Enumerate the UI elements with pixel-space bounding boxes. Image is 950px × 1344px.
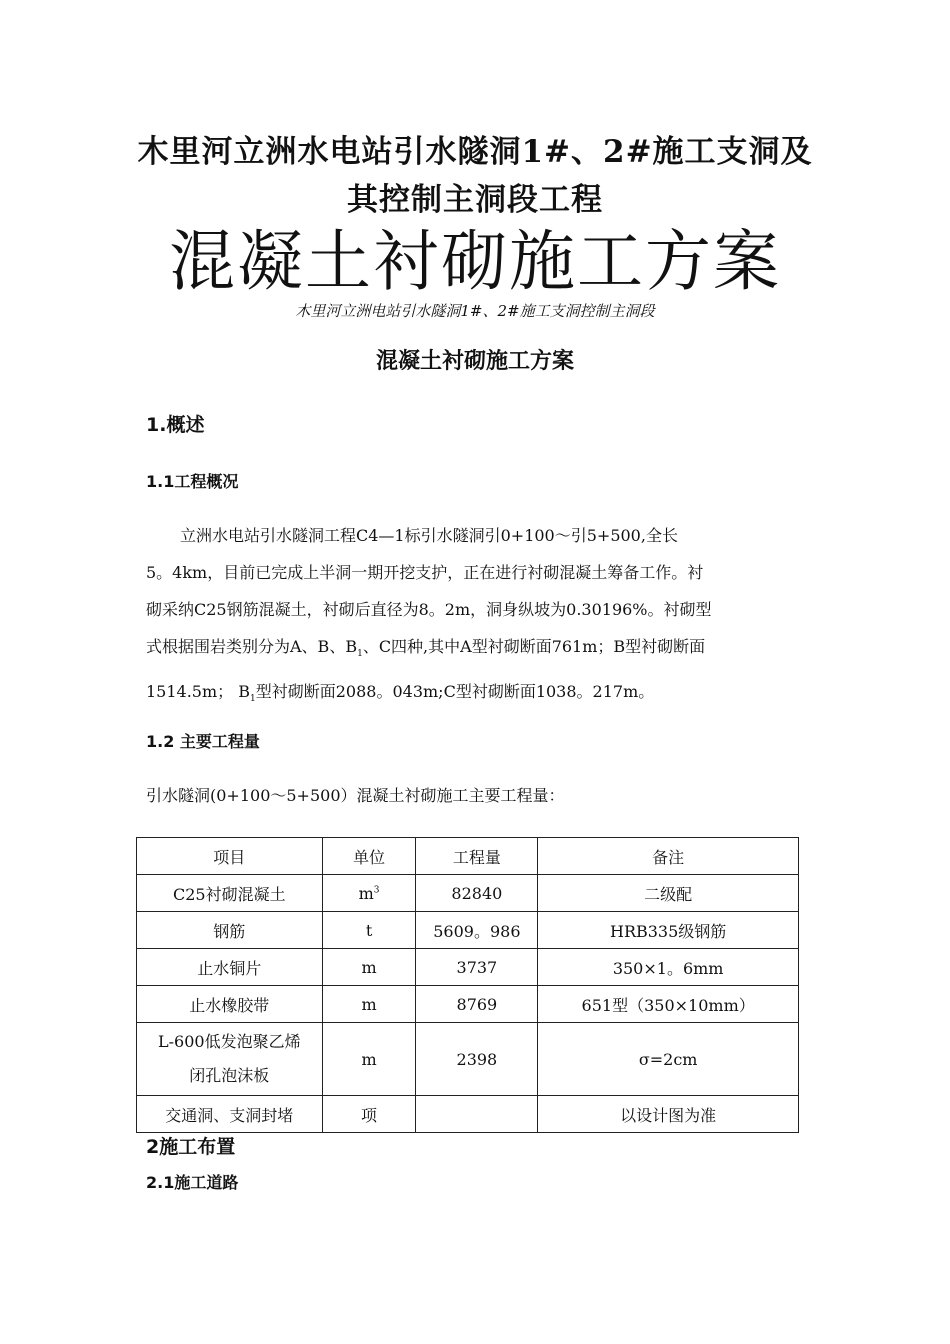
table-cell: 二级配 [538, 875, 799, 912]
cell-line: L-600低发泡聚乙烯 [158, 1032, 301, 1051]
table-cell: 8769 [416, 986, 538, 1023]
table-cell [137, 1023, 323, 1096]
text-span: 1514.5m； B [146, 682, 251, 702]
table-cell: 止水铜片 [137, 949, 323, 986]
cell-line: 闭孔泡沫板 [189, 1066, 270, 1085]
table-intro: 引水隧洞(0+100～5+500）混凝土衬砌施工主要工程量： [146, 786, 565, 805]
table-cell: m [322, 1023, 416, 1096]
table-cell: 651型（350×10mm） [538, 986, 799, 1023]
table-header-cell: 项目 [137, 838, 323, 875]
table-header-cell: 单位 [322, 838, 416, 875]
table-cell: 止水橡胶带 [137, 986, 323, 1023]
table-row [137, 912, 799, 949]
text-span: 式根据围岩类别分为A、B、B [146, 637, 358, 656]
table-cell: 2398 [416, 1023, 538, 1096]
table-cell: HRB335级钢筋 [538, 912, 799, 949]
table-row [137, 986, 799, 1023]
subscript: 1 [357, 649, 363, 660]
section-heading-1: 1.概述 [146, 414, 205, 436]
table-cell: 项 [322, 1096, 416, 1133]
document-title-line2: 其控制主洞段工程 [347, 182, 603, 218]
paragraph-line: 立洲水电站引水隧洞工程C4—1标引水隧洞引0+100～引5+500,全长 [180, 526, 678, 545]
table-cell: m [322, 986, 416, 1023]
paragraph-line: 砌采纳C25钢筋混凝土，衬砌后直径为8。2m，洞身纵坡为0.30196%。衬砌型 [146, 600, 712, 619]
table-cell: 350×1。6mm [538, 949, 799, 986]
unit-text: m [358, 883, 374, 903]
table-cell: C25衬砌混凝土 [137, 875, 323, 912]
table-header-cell: 备注 [538, 838, 799, 875]
table-header-cell: 工程量 [416, 838, 538, 875]
table-cell [322, 875, 416, 912]
table-row [137, 949, 799, 986]
document-title-line1: 木里河立洲水电站引水隧洞1#、2#施工支洞及 [137, 134, 813, 170]
table-cell: m [322, 949, 416, 986]
table-cell: 交通洞、支洞封堵 [137, 1096, 323, 1133]
table-cell: 5609。986 [416, 912, 538, 949]
table-cell: σ=2cm [538, 1023, 799, 1096]
section-heading-2: 2施工布置 [146, 1136, 236, 1158]
table-row [137, 1023, 799, 1096]
paragraph-line: 5。4km，目前已完成上半洞一期开挖支护，正在进行衬砌混凝土筹备工作。衬 [146, 563, 704, 582]
cover-main-title: 混凝土衬砌施工方案 [169, 223, 781, 300]
paragraph-line [146, 673, 806, 718]
section-heading-1-2: 1.2 主要工程量 [146, 732, 260, 751]
table-cell: 3737 [416, 949, 538, 986]
quantities-table [136, 837, 799, 1133]
table-cell: 82840 [416, 875, 538, 912]
paragraph-line [146, 628, 806, 673]
unit-superscript: 3 [373, 885, 380, 896]
overview-paragraph [146, 517, 806, 718]
table-row [137, 875, 799, 912]
text-span: 型衬砌断面2088。043m;C型衬砌断面1038。217m。 [255, 682, 655, 702]
section-heading-1-1: 1.1工程概况 [146, 472, 239, 491]
table-cell: 钢筋 [137, 912, 323, 949]
table-cell: 以设计图为准 [538, 1096, 799, 1133]
table-cell: t [322, 912, 416, 949]
subscript: 1 [250, 694, 256, 705]
table-cell [416, 1096, 538, 1133]
table-header-row [137, 838, 799, 875]
page-title: 混凝土衬砌施工方案 [375, 349, 574, 374]
table-row [137, 1096, 799, 1133]
cover-subtitle: 木里河立洲电站引水隧洞1#、2#施工支洞控制主洞段 [295, 302, 655, 320]
text-span: 、C四种,其中A型衬砌断面761m；B型衬砌断面 [362, 637, 706, 656]
section-heading-2-1: 2.1施工道路 [146, 1173, 239, 1192]
